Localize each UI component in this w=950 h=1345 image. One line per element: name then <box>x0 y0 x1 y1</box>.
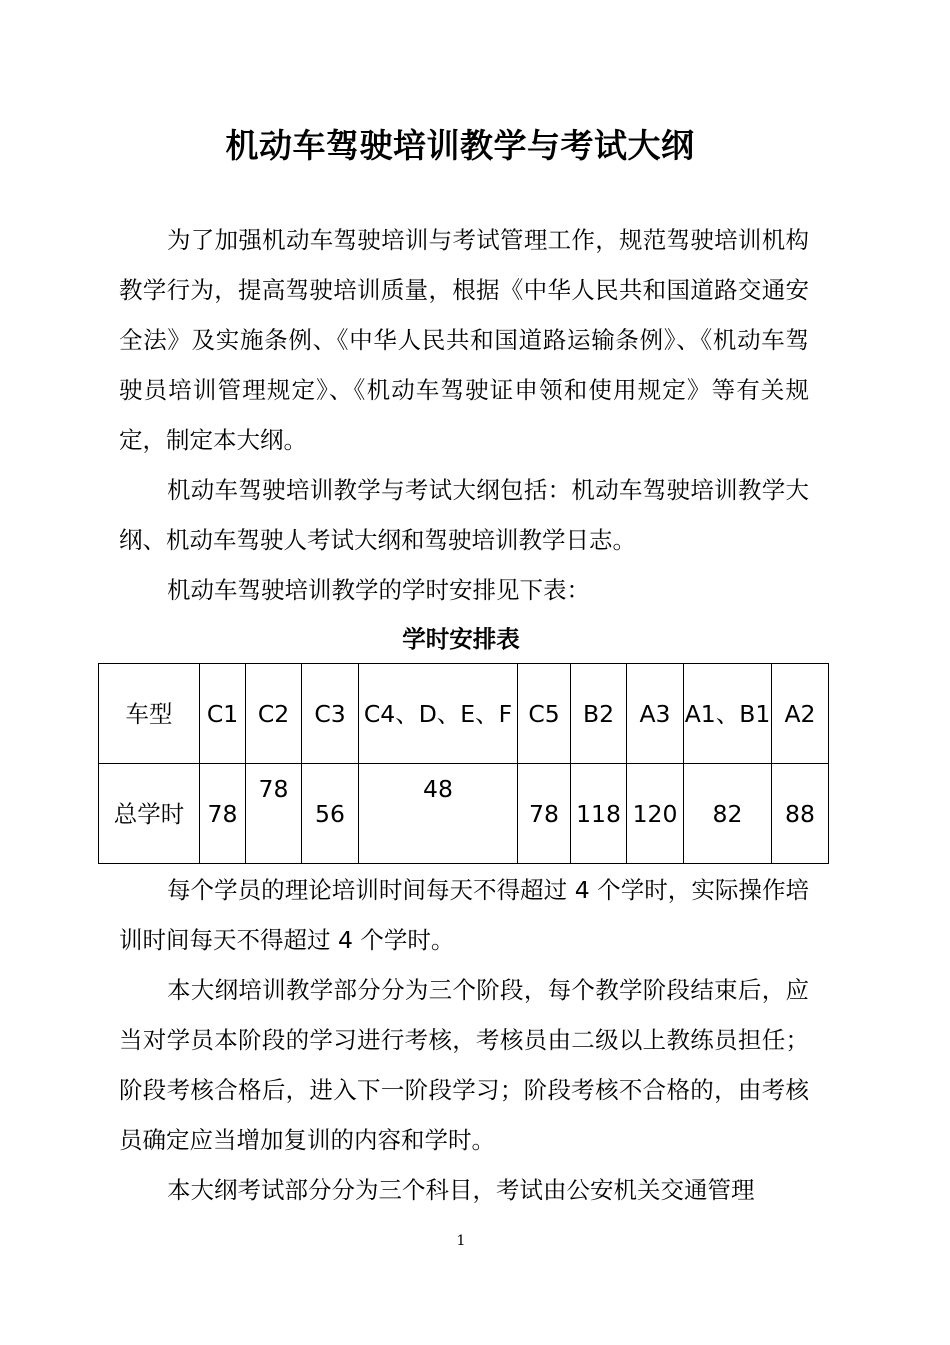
paragraph-purpose: 为了加强机动车驾驶培训与考试管理工作，规范驾驶培训机构教学行为，提高驾驶培训质量，根据《中华人民共和国道路交通安全法》及实施条例、《中华人民共和国道路运输条例》、《机动车驾驶员培训管理规定》、《机动车驾驶证申领和使用规定》等有关规定，制定本大纲。 <box>119 226 809 454</box>
vehicle-type-cell: A1、B1 <box>684 664 772 764</box>
table-row-total-hours <box>99 764 829 864</box>
paragraph-daily-limit: 每个学员的理论培训时间每天不得超过 4 个学时，实际操作培训时间每天不得超过 4 个学时。 <box>119 876 809 954</box>
total-hours-cell: 56 <box>302 764 359 864</box>
total-hours-cell: 48 <box>359 764 518 864</box>
vehicle-type-cell: B2 <box>571 664 627 764</box>
total-hours-cell: 118 <box>571 764 627 864</box>
vehicle-type-cell: C3 <box>302 664 359 764</box>
vehicle-type-cell: C2 <box>246 664 302 764</box>
vehicle-type-cell: C1 <box>200 664 246 764</box>
total-hours-cell: 78 <box>246 764 302 864</box>
row-header-total-hours: 总学时 <box>99 764 200 864</box>
vehicle-type-cell: A3 <box>627 664 684 764</box>
paragraph-scope: 机动车驾驶培训教学与考试大纲包括：机动车驾驶培训教学大纲、机动车驾驶人考试大纲和驾驶培训教学日志。 <box>119 476 809 554</box>
paragraph-table-intro: 机动车驾驶培训教学的学时安排见下表： <box>167 576 590 604</box>
page-number: 1 <box>456 1233 466 1249</box>
vehicle-type-cell: C4、D、E、F <box>359 664 518 764</box>
vehicle-type-cell: C5 <box>518 664 571 764</box>
vehicle-type-cell: A2 <box>772 664 829 764</box>
paragraph-teaching-stages: 本大纲培训教学部分分为三个阶段，每个教学阶段结束后，应当对学员本阶段的学习进行考核，考核员由二级以上教练员担任；阶段考核合格后，进入下一阶段学习；阶段考核不合格的，由考核员确定应当增加复训的内容和学时。 <box>119 976 809 1154</box>
class-hours-table <box>98 663 829 864</box>
total-hours-cell: 78 <box>518 764 571 864</box>
document-title: 机动车驾驶培训教学与考试大纲 <box>225 126 695 165</box>
row-header-vehicle-type: 车型 <box>99 664 200 764</box>
total-hours-cell: 120 <box>627 764 684 864</box>
paragraph-exam-subjects: 本大纲考试部分分为三个科目，考试由公安机关交通管理 <box>167 1176 755 1204</box>
table-row-vehicle-type <box>99 664 829 764</box>
total-hours-cell: 78 <box>200 764 246 864</box>
table-caption: 学时安排表 <box>402 625 520 653</box>
total-hours-cell: 82 <box>684 764 772 864</box>
total-hours-cell: 88 <box>772 764 829 864</box>
